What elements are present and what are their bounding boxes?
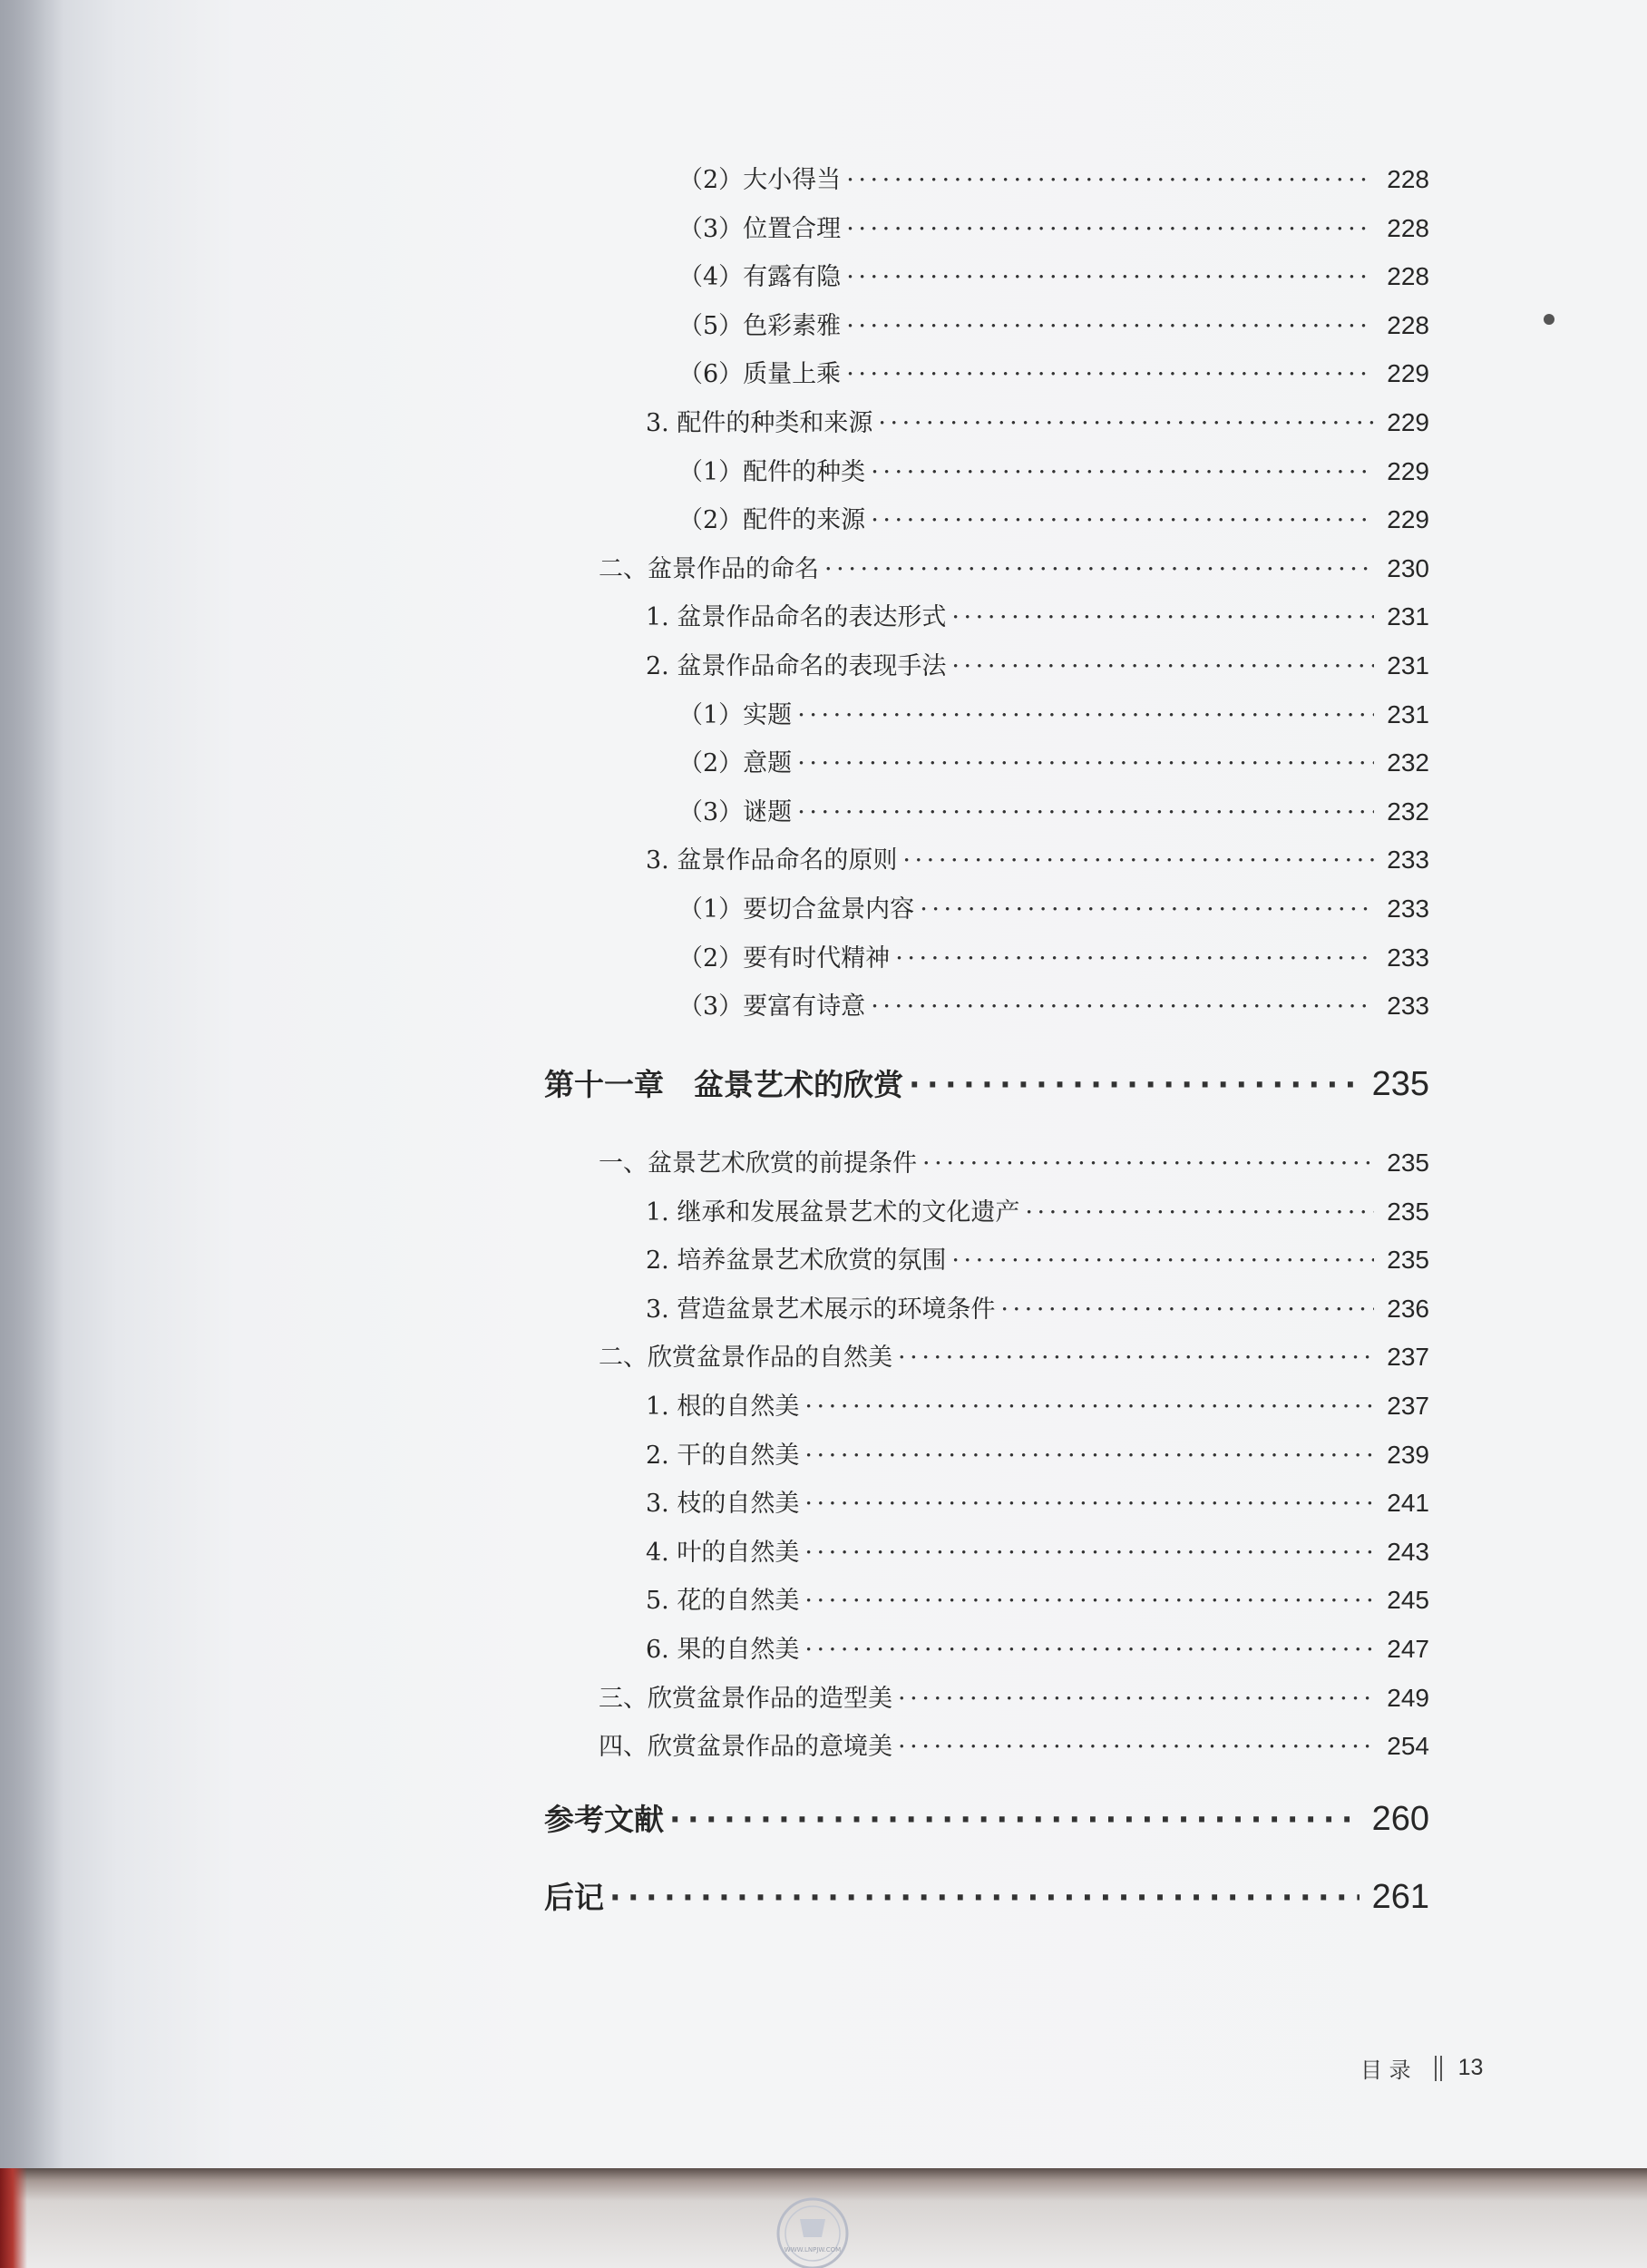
toc-entry[interactable] [646, 646, 1429, 682]
dot-leader [871, 992, 1374, 1021]
dot-leader [804, 1490, 1374, 1518]
toc-entry-page-number: 247 [1387, 1635, 1429, 1663]
references-title: 参考文献 [544, 1802, 664, 1837]
dot-leader [804, 1539, 1374, 1567]
chapter-title: 第十一章 盆景艺术的欣赏 [544, 1067, 903, 1102]
toc-entry[interactable] [646, 403, 1429, 439]
toc-entry-label: （5）色彩素雅 [678, 311, 842, 340]
dot-leader [898, 1344, 1374, 1372]
toc-entry-page-number: 232 [1387, 797, 1429, 826]
toc-entry-label: 2. 培养盆景艺术欣赏的氛围 [646, 1246, 947, 1276]
toc-entry-label: （3）谜题 [678, 797, 793, 826]
dot-leader [951, 1246, 1374, 1275]
toc-entry-label: 3. 营造盆景艺术展示的环境条件 [646, 1295, 996, 1324]
toc-entry[interactable] [678, 938, 1429, 974]
toc-entry-label: 1. 继承和发展盆景艺术的文化遗产 [646, 1198, 1020, 1227]
toc-entry-page-number: 229 [1387, 359, 1429, 388]
dot-leader [871, 458, 1374, 486]
toc-entry-page-number: 243 [1387, 1537, 1429, 1566]
toc-entry-label: （4）有露有隐 [678, 263, 842, 292]
dot-leader [846, 312, 1374, 340]
footer-separator [1435, 2056, 1442, 2081]
toc-entry-page-number: 245 [1387, 1586, 1429, 1615]
watermark-stamp [758, 2186, 867, 2268]
dot-leader [846, 215, 1374, 243]
toc-entry-label: 1. 盆景作品命名的表达形式 [646, 603, 947, 632]
toc-entry-label: 3. 盆景作品命名的原则 [646, 846, 898, 875]
toc-entry-label: （1）实题 [678, 700, 793, 729]
toc-entry-page-number: 235 [1387, 1246, 1429, 1275]
toc-entry[interactable] [646, 597, 1429, 633]
page-footer [1360, 2052, 1483, 2084]
toc-entry-page-number: 228 [1387, 165, 1429, 193]
afterword-page-number: 261 [1371, 1878, 1429, 1916]
toc-entry-page-number: 233 [1387, 846, 1429, 875]
toc-entry[interactable] [599, 1726, 1429, 1763]
toc-entry[interactable] [646, 1435, 1429, 1471]
toc-entry-label: 3. 配件的种类和来源 [646, 409, 873, 437]
toc-entry[interactable] [678, 354, 1429, 390]
dot-leader [898, 1733, 1374, 1761]
dot-leader [797, 798, 1374, 826]
toc-entry-page-number: 235 [1387, 1197, 1429, 1226]
dot-leader [797, 749, 1374, 777]
toc-entry[interactable] [646, 1532, 1429, 1569]
chapter-page-number: 235 [1371, 1065, 1429, 1103]
dot-leader [609, 1880, 1360, 1915]
toc-entry-label: 5. 花的自然美 [646, 1587, 800, 1616]
svg-text:WWW.LNPJW.COM: WWW.LNPJW.COM [784, 2246, 842, 2253]
toc-entry[interactable] [678, 792, 1429, 828]
dot-leader [922, 1149, 1374, 1178]
dot-leader [895, 944, 1374, 973]
toc-entry[interactable] [646, 1240, 1429, 1276]
toc-entry[interactable] [646, 1483, 1429, 1520]
toc-entry[interactable] [678, 257, 1429, 293]
toc-entry-page-number: 231 [1387, 699, 1429, 728]
toc-entry-label: 2. 盆景作品命名的表现手法 [646, 652, 947, 680]
toc-entry-label: 四、欣赏盆景作品的意境美 [599, 1733, 892, 1762]
toc-entry[interactable] [646, 1580, 1429, 1617]
dot-leader [797, 701, 1374, 729]
dot-leader [902, 846, 1374, 875]
footer-page-number: 13 [1457, 2055, 1484, 2080]
dot-leader [878, 409, 1374, 437]
toc-entry-label: 三、欣赏盆景作品的造型美 [599, 1684, 892, 1713]
dot-leader [909, 1067, 1360, 1102]
toc-entry-label: 2. 干的自然美 [646, 1441, 800, 1470]
toc-entry-page-number: 237 [1387, 1392, 1429, 1420]
toc-entry-label: 二、欣赏盆景作品的自然美 [599, 1344, 892, 1373]
toc-entry-label: 二、盆景作品的命名 [599, 554, 819, 583]
toc-entry-page-number: 233 [1387, 992, 1429, 1021]
toc-afterword[interactable] [544, 1874, 1429, 1917]
toc-entry-label: （1）配件的种类 [678, 457, 866, 486]
toc-entry-label: （2）大小得当 [678, 166, 842, 194]
toc-entry-page-number: 228 [1387, 213, 1429, 242]
toc-entry[interactable] [646, 1629, 1429, 1666]
toc-entry-label: 1. 根的自然美 [646, 1393, 800, 1421]
toc-entry[interactable] [599, 1678, 1429, 1715]
toc-entry-label: （2）意题 [678, 749, 793, 778]
toc-entry-label: 一、盆景艺术欣赏的前提条件 [599, 1149, 917, 1178]
toc-entry[interactable] [646, 1289, 1429, 1325]
toc-entry-page-number: 235 [1387, 1149, 1429, 1177]
dot-leader [846, 263, 1374, 291]
toc-entry-label: （3）要富有诗意 [678, 992, 866, 1022]
toc-references[interactable] [544, 1796, 1429, 1839]
footer-section-label: 目 录 [1360, 2058, 1411, 2083]
toc-entry-page-number: 237 [1387, 1343, 1429, 1372]
toc-entry-label: 6. 果的自然美 [646, 1636, 800, 1664]
dot-leader [804, 1587, 1374, 1615]
toc-entry-page-number: 233 [1387, 943, 1429, 972]
toc-entry[interactable] [678, 452, 1429, 488]
toc-entry-page-number: 230 [1387, 553, 1429, 582]
toc-entry-page-number: 228 [1387, 310, 1429, 339]
dot-leader [804, 1442, 1374, 1470]
toc-entry[interactable] [678, 743, 1429, 779]
afterword-title: 后记 [544, 1880, 604, 1915]
toc-entry-page-number: 241 [1387, 1489, 1429, 1518]
toc-entry[interactable] [599, 1337, 1429, 1374]
toc-entry-label: 3. 枝的自然美 [646, 1490, 800, 1519]
toc-entry-page-number: 232 [1387, 748, 1429, 777]
dot-leader [951, 603, 1374, 631]
dot-leader [1025, 1198, 1374, 1227]
toc-entry[interactable] [678, 889, 1429, 925]
toc-entry-label: （2）配件的来源 [678, 506, 866, 535]
toc-entry-label: 4. 叶的自然美 [646, 1538, 800, 1567]
toc-entry[interactable] [678, 695, 1429, 731]
dot-leader [920, 895, 1374, 924]
dot-leader [804, 1636, 1374, 1664]
references-page-number: 260 [1371, 1800, 1429, 1838]
toc-entry-page-number: 249 [1387, 1683, 1429, 1712]
toc-entry-label: （6）质量上乘 [678, 360, 842, 389]
toc-entry[interactable] [599, 1143, 1429, 1179]
toc-entry-label: （3）位置合理 [678, 214, 842, 243]
toc-entry[interactable] [678, 500, 1429, 536]
toc-entry[interactable] [678, 209, 1429, 245]
dot-leader [871, 506, 1374, 534]
toc-entry[interactable] [678, 986, 1429, 1022]
toc-entry[interactable] [646, 840, 1429, 876]
dot-leader [846, 360, 1374, 388]
toc-entry-page-number: 239 [1387, 1440, 1429, 1469]
toc-chapter-11[interactable] [544, 1061, 1429, 1104]
toc-entry-page-number: 233 [1387, 894, 1429, 923]
toc-entry[interactable] [646, 1386, 1429, 1422]
toc-entry[interactable] [678, 306, 1429, 342]
toc-entry-page-number: 228 [1387, 262, 1429, 291]
toc-entry[interactable] [678, 160, 1429, 196]
toc-entry-label: （2）要有时代精神 [678, 943, 891, 973]
toc-entry-page-number: 229 [1387, 456, 1429, 485]
dot-leader [951, 652, 1374, 680]
toc-entry-page-number: 236 [1387, 1294, 1429, 1323]
toc-entry-page-number: 254 [1387, 1732, 1429, 1761]
toc-entry-page-number: 231 [1387, 651, 1429, 679]
toc-entry-page-number: 229 [1387, 408, 1429, 436]
toc-entry-label: （1）要切合盆景内容 [678, 895, 915, 924]
dot-leader [898, 1685, 1374, 1713]
dot-leader [824, 555, 1374, 583]
dot-leader [1000, 1295, 1374, 1324]
toc-entry[interactable] [646, 1192, 1429, 1228]
dot-leader [669, 1802, 1360, 1837]
toc-entry[interactable] [599, 549, 1429, 585]
toc-entry-page-number: 231 [1387, 602, 1429, 631]
dot-leader [804, 1393, 1374, 1421]
toc-entry-page-number: 229 [1387, 505, 1429, 534]
dot-leader [846, 166, 1374, 194]
